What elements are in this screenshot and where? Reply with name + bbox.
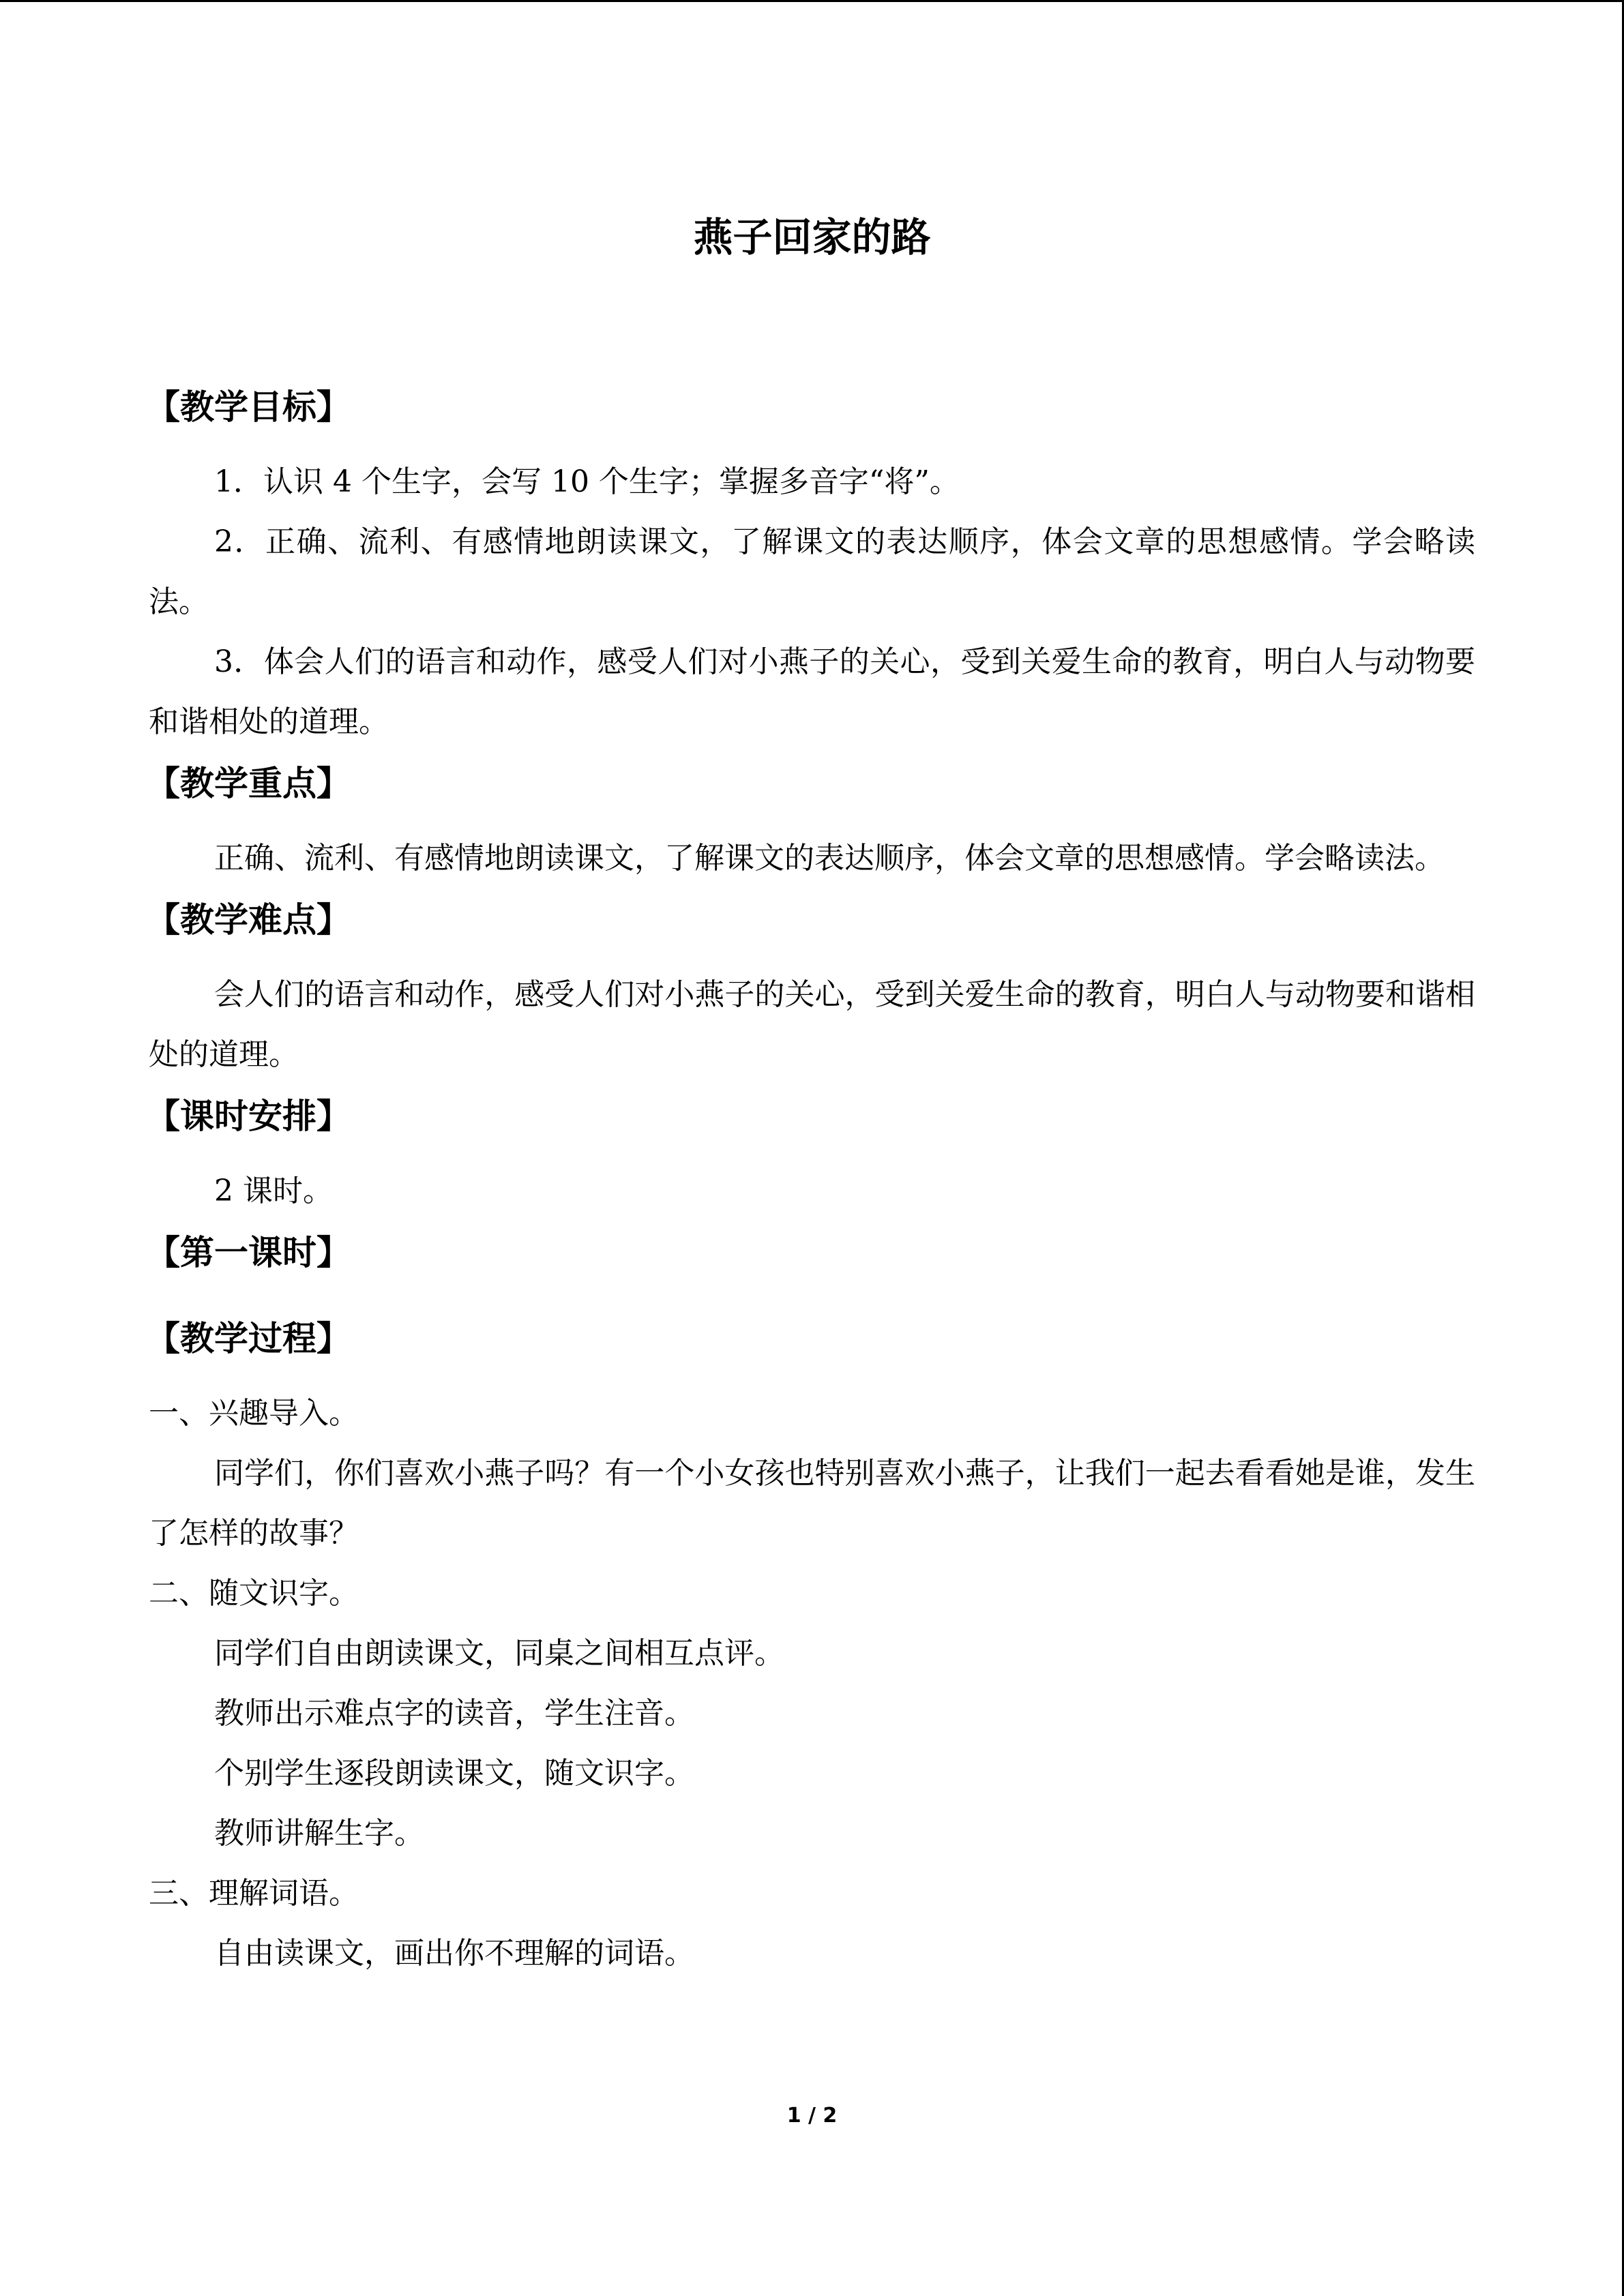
schedule-body (149, 1161, 1475, 1221)
process-step-2-line-1: 同学们自由朗读课文，同桌之间相互点评。 (214, 1636, 784, 1671)
goal-item-2: 2．正确、流利、有感情地朗读课文，了解课文的表达顺序，体会文章的思想感情。学会略读法。 (149, 524, 1475, 619)
schedule-text: 2 课时。 (214, 1174, 333, 1208)
process-steps (149, 1384, 1475, 1984)
key-points-text: 正确、流利、有感情地朗读课文，了解课文的表达顺序，体会文章的思想感情。学会略读法。 (214, 841, 1445, 876)
section-heading-key-points: 【教学重点】 (146, 764, 351, 803)
section-heading-goals: 【教学目标】 (146, 387, 351, 427)
difficulties-text: 会人们的语言和动作，感受人们对小燕子的关心，受到关爱生命的教育，明白人与动物要和谐相处的道理。 (149, 977, 1475, 1072)
difficulties-body (149, 965, 1475, 1085)
process-step-2-line-2: 教师出示难点字的读音，学生注音。 (214, 1696, 694, 1731)
document-title: 燕子回家的路 (693, 214, 931, 260)
process-step-3-title: 三、理解词语。 (149, 1876, 359, 1911)
process-step-2-title: 二、随文识字。 (149, 1576, 359, 1611)
key-points-body (149, 829, 1475, 889)
section-heading-schedule: 【课时安排】 (146, 1097, 351, 1136)
process-step-1-title: 一、兴趣导入。 (149, 1396, 359, 1431)
section-heading-process: 【教学过程】 (146, 1319, 351, 1358)
section-heading-first-lesson: 【第一课时】 (146, 1233, 351, 1272)
process-step-2-line-3: 个别学生逐段朗读课文，随文识字。 (214, 1756, 694, 1791)
process-step-3-line-1: 自由读课文，画出你不理解的词语。 (214, 1936, 694, 1971)
process-step-2-line-4: 教师讲解生字。 (214, 1816, 424, 1851)
goals-list (149, 452, 1475, 752)
goal-item-3: 3．体会人们的语言和动作，感受人们对小燕子的关心，受到关爱生命的教育，明白人与动物要和谐相处的道理。 (149, 644, 1475, 739)
section-heading-difficulties: 【教学难点】 (146, 900, 351, 940)
page-number: 1 / 2 (786, 2104, 838, 2128)
process-step-1-line-1: 同学们，你们喜欢小燕子吗？有一个小女孩也特别喜欢小燕子，让我们一起去看看她是谁，发生了怎样的故事？ (149, 1456, 1475, 1551)
document-content (146, 207, 1475, 1986)
goal-item-1: 1．认识 4 个生字，会写 10 个生字；掌握多音字“将”。 (214, 464, 960, 499)
